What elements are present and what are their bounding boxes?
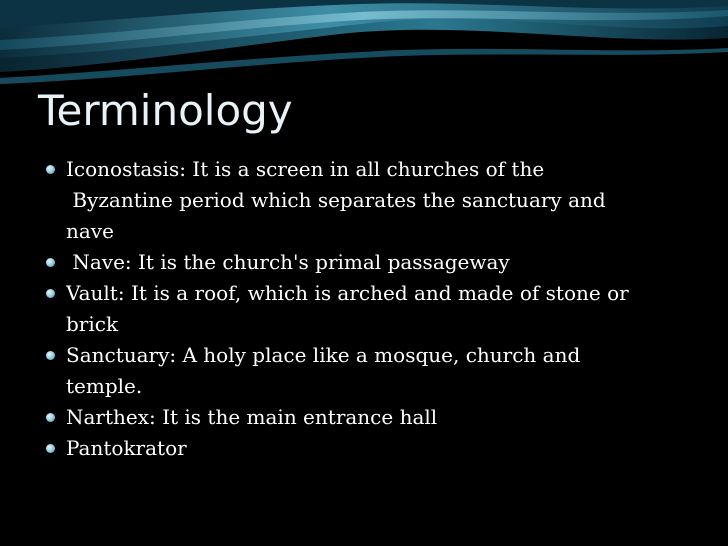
bullet-dot-icon [46,351,55,360]
bullet-dot-icon [46,444,55,453]
bullet-dot-icon [46,258,55,267]
term-item-nave [44,247,694,278]
term-line: brick [66,312,119,336]
term-line: Pantokrator [66,436,187,460]
term-line: Nave: It is the church's primal passageway [66,250,510,274]
term-item-sanctuary [44,340,694,402]
term-item-narthex [44,402,694,433]
term-line: Vault: It is a roof, which is arched and made of stone or [66,281,629,305]
term-item-iconostasis [44,154,694,247]
term-line: nave [66,219,114,243]
bullet-dot-icon [46,165,55,174]
term-line: Narthex: It is the main entrance hall [66,405,438,429]
term-line: Byzantine period which separates the sanctuary and [66,188,606,212]
slide-title: Terminology [38,86,293,135]
term-item-pantokrator [44,433,694,464]
term-line: Iconostasis: It is a screen in all churches of the [66,157,545,181]
bullet-dot-icon [46,289,55,298]
term-item-vault [44,278,694,340]
term-line: Sanctuary: A holy place like a mosque, church and [66,343,581,367]
term-list [44,154,694,464]
bullet-dot-icon [46,413,55,422]
term-line: temple. [66,374,143,398]
